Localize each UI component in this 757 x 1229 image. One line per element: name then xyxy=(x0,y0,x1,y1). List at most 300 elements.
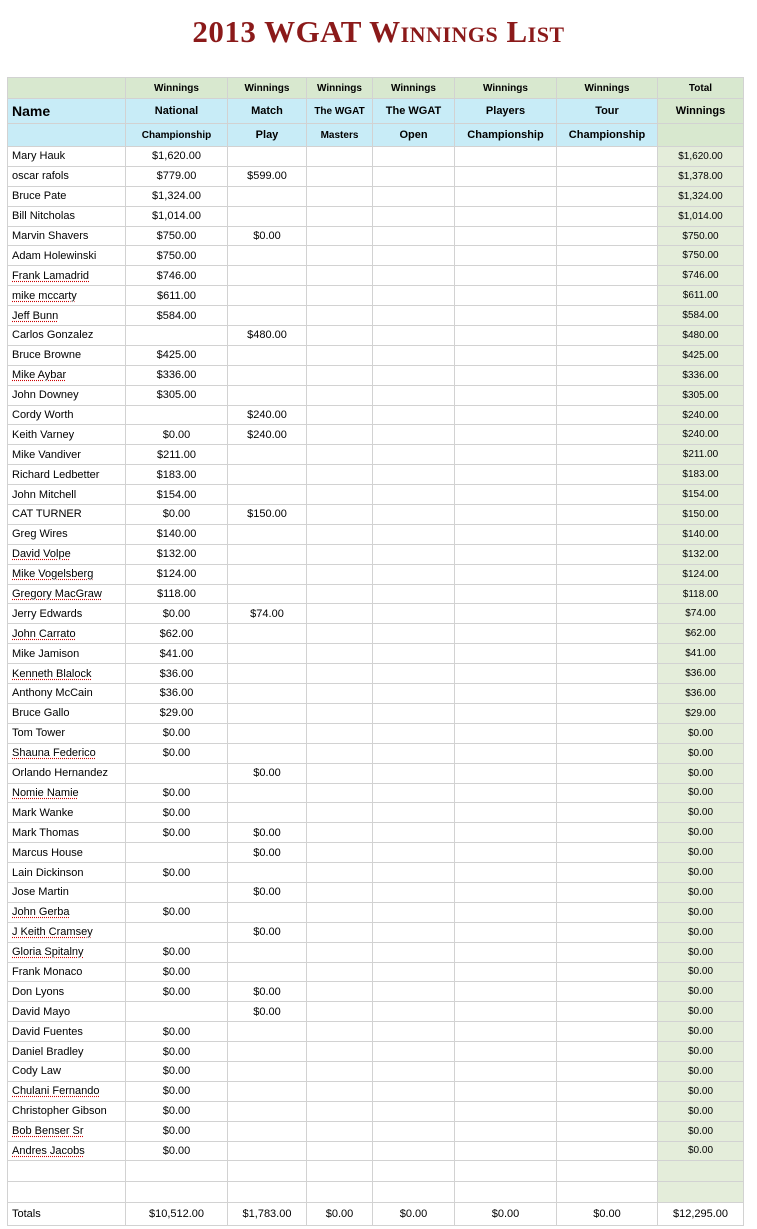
masters-winnings xyxy=(307,365,373,385)
empty-cell xyxy=(658,1182,744,1203)
players-winnings xyxy=(455,226,557,246)
tour-winnings xyxy=(557,385,658,405)
tour-winnings xyxy=(557,147,658,167)
national-winnings: $124.00 xyxy=(126,564,228,584)
open-winnings xyxy=(373,823,455,843)
masters-winnings xyxy=(307,226,373,246)
total-winnings: $305.00 xyxy=(658,385,744,405)
tour-winnings xyxy=(557,485,658,505)
masters-winnings xyxy=(307,266,373,286)
tour-winnings xyxy=(557,166,658,186)
total-winnings: $336.00 xyxy=(658,365,744,385)
tour-winnings xyxy=(557,863,658,883)
open-winnings xyxy=(373,902,455,922)
tour-winnings xyxy=(557,306,658,326)
open-winnings xyxy=(373,922,455,942)
total-winnings: $240.00 xyxy=(658,425,744,445)
national-winnings: $36.00 xyxy=(126,664,228,684)
empty-cell xyxy=(228,1161,307,1182)
match-winnings: $480.00 xyxy=(228,326,307,346)
total-winnings: $0.00 xyxy=(658,962,744,982)
table-row xyxy=(8,1002,744,1022)
national-winnings xyxy=(126,922,228,942)
table-row xyxy=(8,763,744,783)
masters-winnings xyxy=(307,385,373,405)
tour-winnings xyxy=(557,544,658,564)
match-winnings xyxy=(228,564,307,584)
player-name: John Gerba xyxy=(8,902,126,922)
open-winnings xyxy=(373,365,455,385)
national-winnings: $0.00 xyxy=(126,1141,228,1161)
players-winnings xyxy=(455,425,557,445)
masters-winnings xyxy=(307,1081,373,1101)
national-winnings: $584.00 xyxy=(126,306,228,326)
player-name: Mike Jamison xyxy=(8,644,126,664)
open-winnings xyxy=(373,1121,455,1141)
player-name: Marcus House xyxy=(8,843,126,863)
match-winnings xyxy=(228,365,307,385)
header-cell: Play xyxy=(228,124,307,147)
player-name: John Carrato xyxy=(8,624,126,644)
winnings-table xyxy=(7,77,744,1226)
total-winnings: $29.00 xyxy=(658,703,744,723)
player-name: Bruce Browne xyxy=(8,345,126,365)
player-name: Lain Dickinson xyxy=(8,863,126,883)
open-winnings xyxy=(373,465,455,485)
match-winnings: $0.00 xyxy=(228,1002,307,1022)
header-row-3 xyxy=(8,124,744,147)
match-winnings xyxy=(228,783,307,803)
player-name: Bill Nitcholas xyxy=(8,206,126,226)
table-row xyxy=(8,465,744,485)
tour-winnings xyxy=(557,524,658,544)
national-winnings: $1,324.00 xyxy=(126,186,228,206)
open-winnings xyxy=(373,644,455,664)
player-name: Frank Monaco xyxy=(8,962,126,982)
header-cell: Tour xyxy=(557,99,658,124)
total-winnings: $1,324.00 xyxy=(658,186,744,206)
table-row xyxy=(8,1042,744,1062)
players-winnings xyxy=(455,1022,557,1042)
national-winnings: $154.00 xyxy=(126,485,228,505)
national-winnings: $750.00 xyxy=(126,226,228,246)
table-row xyxy=(8,584,744,604)
table-row xyxy=(8,624,744,644)
player-name: Nomie Namie xyxy=(8,783,126,803)
tour-winnings xyxy=(557,425,658,445)
tour-winnings xyxy=(557,604,658,624)
open-winnings xyxy=(373,664,455,684)
total-winnings: $118.00 xyxy=(658,584,744,604)
masters-winnings xyxy=(307,405,373,425)
open-winnings xyxy=(373,882,455,902)
masters-winnings xyxy=(307,306,373,326)
match-winnings: $599.00 xyxy=(228,166,307,186)
open-winnings xyxy=(373,246,455,266)
players-winnings xyxy=(455,1002,557,1022)
players-winnings xyxy=(455,326,557,346)
masters-winnings xyxy=(307,1042,373,1062)
total-winnings: $36.00 xyxy=(658,684,744,704)
match-winnings xyxy=(228,584,307,604)
match-winnings xyxy=(228,445,307,465)
masters-winnings xyxy=(307,942,373,962)
national-winnings: $305.00 xyxy=(126,385,228,405)
player-name: Mark Wanke xyxy=(8,803,126,823)
empty-cell xyxy=(126,1182,228,1203)
player-name: Cordy Worth xyxy=(8,405,126,425)
header-cell xyxy=(658,124,744,147)
masters-winnings xyxy=(307,982,373,1002)
player-name: Carlos Gonzalez xyxy=(8,326,126,346)
national-winnings: $425.00 xyxy=(126,345,228,365)
players-winnings xyxy=(455,644,557,664)
total-winnings: $41.00 xyxy=(658,644,744,664)
match-winnings xyxy=(228,1101,307,1121)
tour-winnings xyxy=(557,326,658,346)
players-winnings xyxy=(455,684,557,704)
match-winnings xyxy=(228,684,307,704)
players-winnings xyxy=(455,1081,557,1101)
table-row xyxy=(8,166,744,186)
table-row xyxy=(8,982,744,1002)
national-winnings: $1,014.00 xyxy=(126,206,228,226)
table-row xyxy=(8,922,744,942)
national-winnings: $211.00 xyxy=(126,445,228,465)
masters-winnings xyxy=(307,604,373,624)
player-name: Mike Aybar xyxy=(8,365,126,385)
total-winnings: $0.00 xyxy=(658,843,744,863)
open-winnings xyxy=(373,584,455,604)
header-cell: Winnings xyxy=(658,99,744,124)
player-name: Greg Wires xyxy=(8,524,126,544)
national-winnings: $0.00 xyxy=(126,962,228,982)
player-name: Don Lyons xyxy=(8,982,126,1002)
table-row xyxy=(8,604,744,624)
tour-winnings xyxy=(557,1022,658,1042)
masters-winnings xyxy=(307,644,373,664)
total-winnings: $0.00 xyxy=(658,743,744,763)
match-winnings xyxy=(228,624,307,644)
masters-winnings xyxy=(307,823,373,843)
tour-winnings xyxy=(557,1081,658,1101)
player-name: Mark Thomas xyxy=(8,823,126,843)
match-winnings: $0.00 xyxy=(228,226,307,246)
masters-winnings xyxy=(307,564,373,584)
table-row xyxy=(8,326,744,346)
header-cell: Winnings xyxy=(455,78,557,99)
players-winnings xyxy=(455,882,557,902)
player-name: Marvin Shavers xyxy=(8,226,126,246)
player-name: David Volpe xyxy=(8,544,126,564)
player-name: Shauna Federico xyxy=(8,743,126,763)
match-winnings xyxy=(228,524,307,544)
total-winnings: $0.00 xyxy=(658,942,744,962)
tour-winnings xyxy=(557,584,658,604)
table-row xyxy=(8,544,744,564)
tour-total: $0.00 xyxy=(557,1203,658,1226)
masters-winnings xyxy=(307,505,373,525)
tour-winnings xyxy=(557,664,658,684)
open-winnings xyxy=(373,326,455,346)
masters-winnings xyxy=(307,425,373,445)
national-winnings: $0.00 xyxy=(126,942,228,962)
tour-winnings xyxy=(557,186,658,206)
total-winnings: $0.00 xyxy=(658,882,744,902)
total-winnings: $750.00 xyxy=(658,246,744,266)
national-winnings: $779.00 xyxy=(126,166,228,186)
match-winnings xyxy=(228,644,307,664)
players-winnings xyxy=(455,505,557,525)
empty-cell xyxy=(8,1161,126,1182)
players-winnings xyxy=(455,1061,557,1081)
table-row xyxy=(8,186,744,206)
table-row xyxy=(8,306,744,326)
players-winnings xyxy=(455,863,557,883)
open-winnings xyxy=(373,783,455,803)
empty-cell xyxy=(126,1161,228,1182)
players-winnings xyxy=(455,246,557,266)
table-row xyxy=(8,703,744,723)
total-winnings: $0.00 xyxy=(658,1061,744,1081)
player-name: Christopher Gibson xyxy=(8,1101,126,1121)
tour-winnings xyxy=(557,465,658,485)
open-winnings xyxy=(373,147,455,167)
open-winnings xyxy=(373,226,455,246)
table-row xyxy=(8,206,744,226)
match-winnings: $0.00 xyxy=(228,882,307,902)
players-winnings xyxy=(455,1141,557,1161)
total-winnings: $0.00 xyxy=(658,1101,744,1121)
players-winnings xyxy=(455,982,557,1002)
players-winnings xyxy=(455,763,557,783)
players-winnings xyxy=(455,286,557,306)
national-winnings: $0.00 xyxy=(126,1022,228,1042)
player-name: Daniel Bradley xyxy=(8,1042,126,1062)
national-winnings: $140.00 xyxy=(126,524,228,544)
match-winnings xyxy=(228,902,307,922)
match-winnings xyxy=(228,306,307,326)
tour-winnings xyxy=(557,743,658,763)
players-winnings xyxy=(455,664,557,684)
player-name: John Downey xyxy=(8,385,126,405)
masters-winnings xyxy=(307,803,373,823)
masters-winnings xyxy=(307,1141,373,1161)
masters-winnings xyxy=(307,246,373,266)
open-winnings xyxy=(373,723,455,743)
tour-winnings xyxy=(557,1141,658,1161)
header-cell: Masters xyxy=(307,124,373,147)
header-cell: Championship xyxy=(126,124,228,147)
tour-winnings xyxy=(557,246,658,266)
national-winnings: $0.00 xyxy=(126,783,228,803)
tour-winnings xyxy=(557,1061,658,1081)
table-row xyxy=(8,783,744,803)
player-name: Gregory MacGraw xyxy=(8,584,126,604)
empty-cell xyxy=(557,1182,658,1203)
masters-winnings xyxy=(307,166,373,186)
header-cell: Winnings xyxy=(373,78,455,99)
tour-winnings xyxy=(557,823,658,843)
masters-winnings xyxy=(307,743,373,763)
open-winnings xyxy=(373,684,455,704)
total-winnings: $750.00 xyxy=(658,226,744,246)
match-winnings xyxy=(228,1121,307,1141)
header-cell: National xyxy=(126,99,228,124)
masters-winnings xyxy=(307,1061,373,1081)
players-winnings xyxy=(455,962,557,982)
player-name: Bruce Gallo xyxy=(8,703,126,723)
national-winnings: $0.00 xyxy=(126,1121,228,1141)
empty-cell xyxy=(455,1161,557,1182)
table-row xyxy=(8,644,744,664)
header-cell: Winnings xyxy=(307,78,373,99)
player-name: David Fuentes xyxy=(8,1022,126,1042)
player-name: Cody Law xyxy=(8,1061,126,1081)
blank-row xyxy=(8,1182,744,1203)
open-winnings xyxy=(373,544,455,564)
tour-winnings xyxy=(557,1121,658,1141)
header-cell: Winnings xyxy=(126,78,228,99)
open-winnings xyxy=(373,286,455,306)
masters-winnings xyxy=(307,783,373,803)
tour-winnings xyxy=(557,624,658,644)
player-name: Anthony McCain xyxy=(8,684,126,704)
open-winnings xyxy=(373,524,455,544)
player-name: Gloria Spitalny xyxy=(8,942,126,962)
national-winnings: $0.00 xyxy=(126,743,228,763)
players-winnings xyxy=(455,803,557,823)
empty-cell xyxy=(658,1161,744,1182)
tour-winnings xyxy=(557,564,658,584)
players-winnings xyxy=(455,703,557,723)
total-winnings: $0.00 xyxy=(658,1081,744,1101)
match-winnings xyxy=(228,863,307,883)
page-title: 2013 WGAT Winnings List xyxy=(192,14,565,49)
masters-winnings xyxy=(307,345,373,365)
table-row xyxy=(8,365,744,385)
match-winnings: $0.00 xyxy=(228,843,307,863)
table-row xyxy=(8,1061,744,1081)
table-row xyxy=(8,743,744,763)
national-winnings: $0.00 xyxy=(126,863,228,883)
match-winnings: $240.00 xyxy=(228,405,307,425)
national-winnings: $1,620.00 xyxy=(126,147,228,167)
tour-winnings xyxy=(557,226,658,246)
grand-total: $12,295.00 xyxy=(658,1203,744,1226)
national-winnings xyxy=(126,326,228,346)
header-cell: Match xyxy=(228,99,307,124)
tour-winnings xyxy=(557,644,658,664)
masters-winnings xyxy=(307,584,373,604)
national-winnings: $0.00 xyxy=(126,1042,228,1062)
header-row-2 xyxy=(8,99,744,124)
masters-winnings xyxy=(307,882,373,902)
table-row xyxy=(8,1101,744,1121)
empty-cell xyxy=(307,1161,373,1182)
player-name: oscar rafols xyxy=(8,166,126,186)
total-winnings: $74.00 xyxy=(658,604,744,624)
total-winnings: $0.00 xyxy=(658,1141,744,1161)
tour-winnings xyxy=(557,982,658,1002)
table-row xyxy=(8,962,744,982)
table-row xyxy=(8,1141,744,1161)
players-winnings xyxy=(455,385,557,405)
national-winnings: $746.00 xyxy=(126,266,228,286)
national-winnings: $0.00 xyxy=(126,1101,228,1121)
match-winnings xyxy=(228,385,307,405)
match-winnings: $0.00 xyxy=(228,982,307,1002)
masters-winnings xyxy=(307,922,373,942)
player-name: Richard Ledbetter xyxy=(8,465,126,485)
match-winnings: $0.00 xyxy=(228,922,307,942)
totals-label: Totals xyxy=(8,1203,126,1226)
masters-winnings xyxy=(307,843,373,863)
table-row xyxy=(8,1081,744,1101)
tour-winnings xyxy=(557,445,658,465)
empty-cell xyxy=(228,1182,307,1203)
national-winnings: $132.00 xyxy=(126,544,228,564)
open-winnings xyxy=(373,485,455,505)
open-winnings xyxy=(373,1042,455,1062)
national-winnings: $0.00 xyxy=(126,1081,228,1101)
player-name: J Keith Cramsey xyxy=(8,922,126,942)
masters-winnings xyxy=(307,684,373,704)
total-winnings: $0.00 xyxy=(658,783,744,803)
total-winnings: $154.00 xyxy=(658,485,744,505)
players-winnings xyxy=(455,206,557,226)
header-cell: Championship xyxy=(455,124,557,147)
table-row xyxy=(8,425,744,445)
players-winnings xyxy=(455,306,557,326)
match-winnings: $150.00 xyxy=(228,505,307,525)
masters-winnings xyxy=(307,445,373,465)
tour-winnings xyxy=(557,922,658,942)
tour-winnings xyxy=(557,505,658,525)
player-name: Chulani Fernando xyxy=(8,1081,126,1101)
masters-winnings xyxy=(307,703,373,723)
national-winnings: $0.00 xyxy=(126,823,228,843)
player-name: Kenneth Blalock xyxy=(8,664,126,684)
total-winnings: $1,378.00 xyxy=(658,166,744,186)
total-winnings: $140.00 xyxy=(658,524,744,544)
national-winnings: $0.00 xyxy=(126,1061,228,1081)
masters-winnings xyxy=(307,624,373,644)
national-winnings xyxy=(126,405,228,425)
open-winnings xyxy=(373,604,455,624)
players-winnings xyxy=(455,743,557,763)
open-winnings xyxy=(373,1022,455,1042)
header-cell: Total xyxy=(658,78,744,99)
match-winnings xyxy=(228,485,307,505)
tour-winnings xyxy=(557,286,658,306)
open-winnings xyxy=(373,505,455,525)
players-winnings xyxy=(455,604,557,624)
total-winnings: $1,620.00 xyxy=(658,147,744,167)
table-row xyxy=(8,823,744,843)
total-winnings: $1,014.00 xyxy=(658,206,744,226)
header-cell: Winnings xyxy=(228,78,307,99)
masters-winnings xyxy=(307,664,373,684)
total-winnings: $611.00 xyxy=(658,286,744,306)
empty-cell xyxy=(8,1182,126,1203)
national-winnings: $29.00 xyxy=(126,703,228,723)
tour-winnings xyxy=(557,962,658,982)
masters-winnings xyxy=(307,286,373,306)
total-winnings: $0.00 xyxy=(658,863,744,883)
header-cell: The WGAT xyxy=(373,99,455,124)
player-name: Mary Hauk xyxy=(8,147,126,167)
